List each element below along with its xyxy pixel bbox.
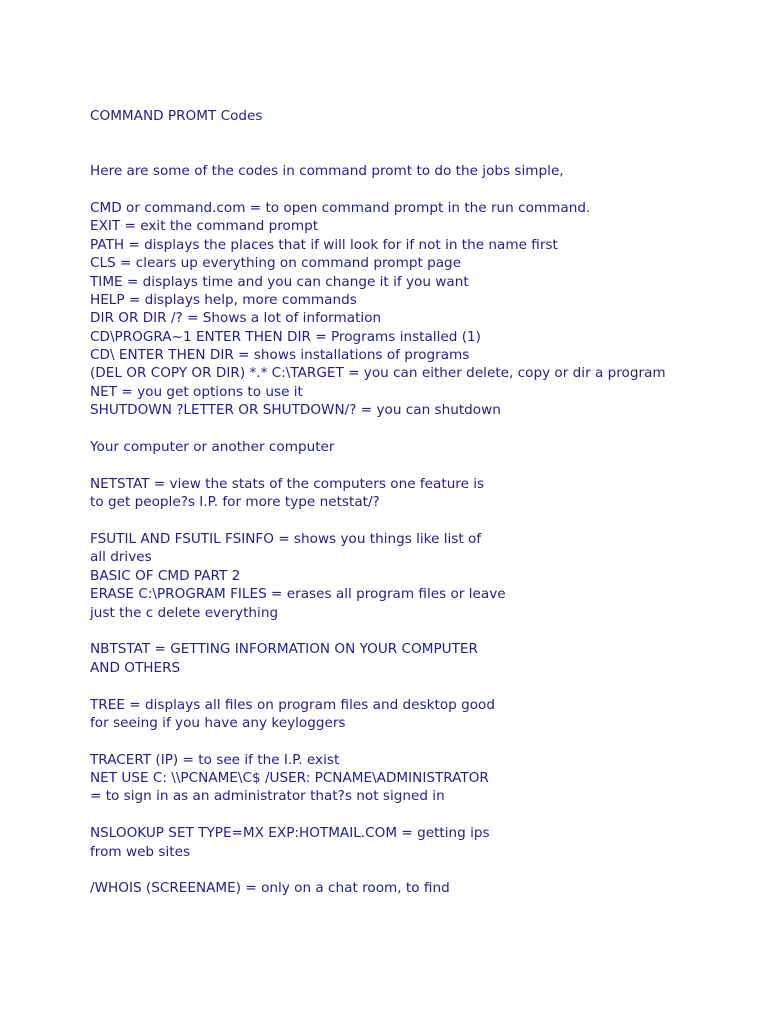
text-line: HELP = displays help, more commands (90, 291, 357, 308)
text-line: BASIC OF CMD PART 2 (90, 567, 241, 584)
text-line: TRACERT (IP) = to see if the I.P. exist (90, 751, 340, 768)
text-line: /WHOIS (SCREENAME) = only on a chat room, to find (90, 880, 450, 897)
blank-line (90, 622, 730, 640)
document-title: COMMAND PROMT Codes (90, 108, 263, 124)
text-line: FSUTIL AND FSUTIL FSINFO = shows you things like list of (90, 531, 482, 547)
intro-paragraph: Here are some of the codes in command promt to do the jobs simple, (90, 163, 564, 180)
text-line: from web sites (90, 843, 191, 860)
text-line: DIR OR DIR /? = Shows a lot of information (90, 310, 382, 327)
text-line: CMD or command.com = to open command prompt in the run command. (90, 199, 591, 216)
text-line: EXIT = exit the command prompt (90, 218, 319, 235)
text-line: Your computer or another computer (90, 439, 335, 456)
text-line: CD\PROGRA~1 ENTER THEN DIR = Programs installed (1) (90, 328, 481, 345)
blank-line (90, 861, 730, 879)
text-line: ERASE C:\PROGRAM FILES = erases all program files or leave (90, 586, 506, 603)
text-line: TIME = displays time and you can change it if you want (90, 273, 469, 290)
text-line: SHUTDOWN ?LETTER OR SHUTDOWN/? = you can shutdown (90, 402, 501, 419)
text-line: AND OTHERS (90, 659, 181, 676)
blank-line (90, 512, 730, 530)
text-line: (DEL OR COPY OR DIR) *.* C:\TARGET = you can either delete, copy or dir a program (90, 365, 666, 382)
text-line: NET = you get options to use it (90, 383, 303, 400)
blank-line (90, 806, 730, 824)
text-line: just the c delete everything (90, 604, 279, 621)
text-line: CLS = clears up everything on command prompt page (90, 255, 462, 272)
text-line: NSLOOKUP SET TYPE=MX EXP:HOTMAIL.COM = getting ips (90, 825, 490, 842)
text-line: NETSTAT = view the stats of the computers one feature is (90, 475, 485, 492)
text-line: all drives (90, 549, 152, 566)
text-line: = to sign in as an administrator that?s not signed in (90, 788, 445, 805)
text-line: NET USE C: \\PCNAME\C$ /USER: PCNAME\ADMINISTRATOR (90, 770, 489, 787)
blank-line (90, 732, 730, 750)
text-line: NBTSTAT = GETTING INFORMATION ON YOUR COMPUTER (90, 641, 478, 658)
document-body (90, 107, 730, 898)
text-line: PATH = displays the places that if will look for if not in the name first (90, 236, 558, 253)
text-line: for seeing if you have any keyloggers (90, 714, 346, 731)
text-line: CD\ ENTER THEN DIR = shows installations of programs (90, 347, 470, 364)
text-line: TREE = displays all files on program files and desktop good (90, 696, 495, 713)
text-line: to get people?s I.P. for more type netstat/? (90, 494, 380, 511)
blank-line (90, 420, 730, 438)
blank-line (90, 677, 730, 695)
command-list (90, 199, 730, 898)
blank-line (90, 456, 730, 474)
